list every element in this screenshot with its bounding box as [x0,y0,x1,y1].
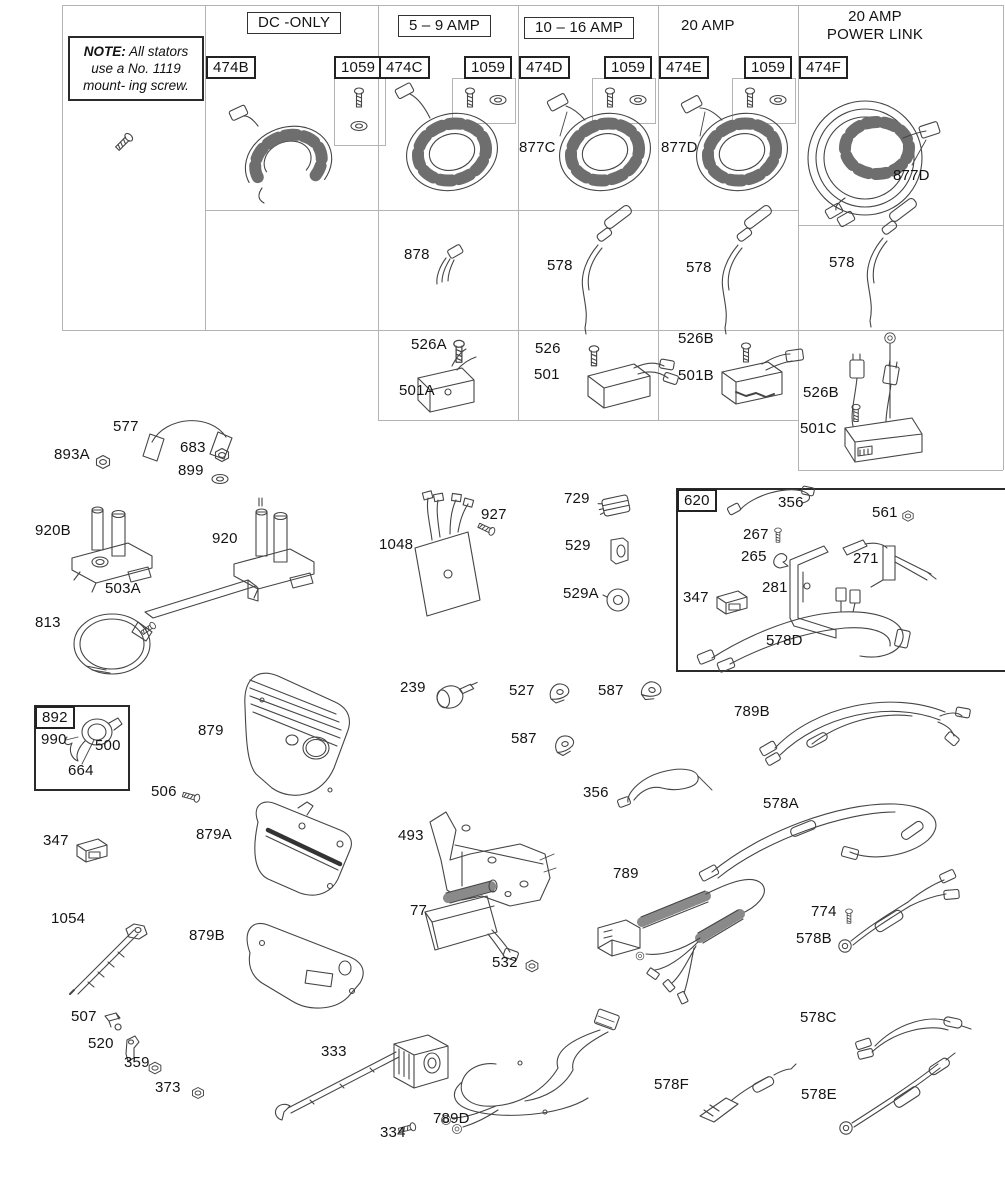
part-label-578f: 578F [654,1076,689,1093]
part-label-267: 267 [743,526,769,543]
part-label-578-1: 578 [547,257,573,274]
part-label-789: 789 [613,865,639,882]
part-label-877c: 877C [519,139,556,156]
wire-356-drawing [617,769,712,808]
grommet-529-drawing [611,538,628,564]
wire-578b-drawing [839,869,960,952]
part-label-561: 561 [872,504,898,521]
part-label-474d: 474D [519,56,570,79]
part-label-header-5-9-amp: 5 – 9 AMP [398,15,491,37]
part-label-892: 892 [35,706,75,729]
part-label-header-10-16-amp: 10 – 16 AMP [524,17,634,39]
part-label-879a: 879A [196,826,232,843]
part-label-620: 620 [677,489,717,512]
part-label-501c: 501C [800,420,837,437]
nut-893a-drawing [97,456,110,469]
note-text: All stators use a No. 1119 mount- ing screw. [83,44,189,93]
part-label-920: 920 [212,530,238,547]
part-label-526b-1: 526B [678,330,714,347]
part-label-header-20-amp: 20 AMP [681,17,735,34]
strip-503a-drawing [145,580,258,618]
part-label-578a: 578A [763,795,799,812]
part-label-526b-2: 526B [803,384,839,401]
screw-kit-box-474d [592,78,656,124]
part-label-1059-4: 1059 [744,56,792,79]
part-label-664: 664 [68,762,94,779]
part-label-474b: 474B [206,56,256,79]
grid-line [205,210,798,211]
part-label-529a: 529A [563,585,599,602]
part-label-879: 879 [198,722,224,739]
part-label-683: 683 [180,439,206,456]
wire-578f-drawing [700,1064,796,1122]
part-label-893a: 893A [54,446,90,463]
wire-578e-drawing [840,1053,955,1134]
grid-line [62,5,63,330]
part-label-578b: 578B [796,930,832,947]
part-label-527: 527 [509,682,535,699]
part-label-813: 813 [35,614,61,631]
cover-879-drawing [245,673,350,795]
harness-789-drawing [598,879,764,1004]
screw-kit-box-474c [452,78,516,124]
switch-347-drawing [77,839,107,862]
grid-line [1003,5,1004,470]
part-label-334: 334 [380,1124,406,1141]
part-label-1059-3: 1059 [604,56,652,79]
wire-878-drawing [437,244,464,284]
part-label-77: 77 [410,902,428,919]
regulator-501-drawing [588,346,679,408]
part-label-532: 532 [492,954,518,971]
part-label-493: 493 [398,827,424,844]
part-label-529: 529 [565,537,591,554]
clamp-587-drawing-2 [554,735,576,757]
screw-kit-box-474b [334,78,386,146]
part-label-587-1: 587 [598,682,624,699]
part-label-578c: 578C [800,1009,837,1026]
group-box-620 [676,488,1005,672]
wire-578-drawing-3 [867,197,918,327]
stator-474f-drawing [808,101,940,227]
grid-line [62,5,1003,6]
part-label-333: 333 [321,1043,347,1060]
harness-789b-drawing [759,702,971,766]
part-label-578d: 578D [766,632,803,649]
screw-774-drawing [846,909,853,923]
part-label-347-2: 347 [43,832,69,849]
panel-879b-drawing [247,923,363,1008]
grid-line [378,420,798,421]
part-label-501b: 501B [678,367,714,384]
part-label-899: 899 [178,462,204,479]
coil-333-drawing [275,1035,448,1120]
part-label-507: 507 [71,1008,97,1025]
note-prefix: NOTE: [83,44,126,59]
clamp-587-drawing-1 [640,680,663,703]
part-label-239: 239 [400,679,426,696]
part-label-729: 729 [564,490,590,507]
regulator-501b-drawing [722,343,804,404]
solenoid-920-drawing [234,498,314,598]
grid-line [798,470,1003,471]
part-label-578e: 578E [801,1086,837,1103]
part-label-878: 878 [404,246,430,263]
nut-683-drawing [216,449,229,462]
part-label-577: 577 [113,418,139,435]
part-label-789b: 789B [734,703,770,720]
part-label-526: 526 [535,340,561,357]
plug-529a-drawing [603,589,629,611]
grid-line [62,330,1003,331]
switch-239-drawing [435,679,482,711]
part-label-578-2: 578 [686,259,712,276]
part-label-927: 927 [481,506,507,523]
part-label-1059-1: 1059 [334,56,382,79]
part-label-578-3: 578 [829,254,855,271]
part-label-879b: 879B [189,927,225,944]
part-label-281: 281 [762,579,788,596]
clamp-813-drawing [74,614,157,674]
part-label-501a: 501A [399,382,435,399]
part-label-347-1: 347 [683,589,709,606]
nut-359-drawing [149,1062,161,1074]
part-label-356-1: 356 [778,494,804,511]
part-label-506: 506 [151,783,177,800]
part-label-520: 520 [88,1035,114,1052]
regulator-501c-drawing [845,333,922,462]
part-label-1059-2: 1059 [464,56,512,79]
washer-899-drawing [212,475,228,484]
nut-532-drawing [526,960,538,972]
clip-507-drawing [105,1013,121,1030]
clamp-527-drawing [550,684,569,703]
part-label-990: 990 [41,731,67,748]
screw-506-drawing [182,791,201,803]
part-label-501: 501 [534,366,560,383]
harness-578a-drawing [699,804,936,882]
part-label-774: 774 [811,903,837,920]
wire-578-drawing-1 [582,204,633,334]
part-label-877d-1: 877D [661,139,698,156]
module-1048-drawing [415,491,480,616]
part-label-359: 359 [124,1054,150,1071]
part-label-356-2: 356 [583,784,609,801]
part-label-271: 271 [853,550,879,567]
bolt-1054-drawing [70,924,147,994]
wire-578-drawing-2 [722,204,773,334]
part-label-1054: 1054 [51,910,86,927]
part-label-474f: 474F [799,56,848,79]
part-label-265: 265 [741,548,767,565]
panel-879a-drawing [255,802,352,895]
part-label-474e: 474E [659,56,709,79]
wire-578c-drawing [855,1016,971,1059]
part-label-header-dc-only: DC -ONLY [247,12,341,34]
part-label-373: 373 [155,1079,181,1096]
part-label-920b: 920B [35,522,71,539]
module-77-drawing [425,880,519,961]
part-label-789d: 789D [433,1110,470,1127]
part-label-1048: 1048 [379,536,414,553]
part-label-header-20-amp-power-link: 20 AMP POWER LINK [826,8,924,43]
bracket-493-drawing [430,812,556,906]
grid-line [798,225,1003,226]
part-label-500: 500 [95,737,121,754]
part-label-877d-2: 877D [893,167,930,184]
part-label-503a: 503A [105,580,141,597]
part-label-526a: 526A [411,336,447,353]
grid-line [205,5,206,330]
stator-note [68,36,204,101]
stator-474b-drawing [229,105,340,205]
screw-kit-box-474e [732,78,796,124]
part-label-474c: 474C [379,56,430,79]
connector-729-drawing [598,494,631,517]
part-label-587-2: 587 [511,730,537,747]
nut-373-drawing [192,1087,203,1098]
